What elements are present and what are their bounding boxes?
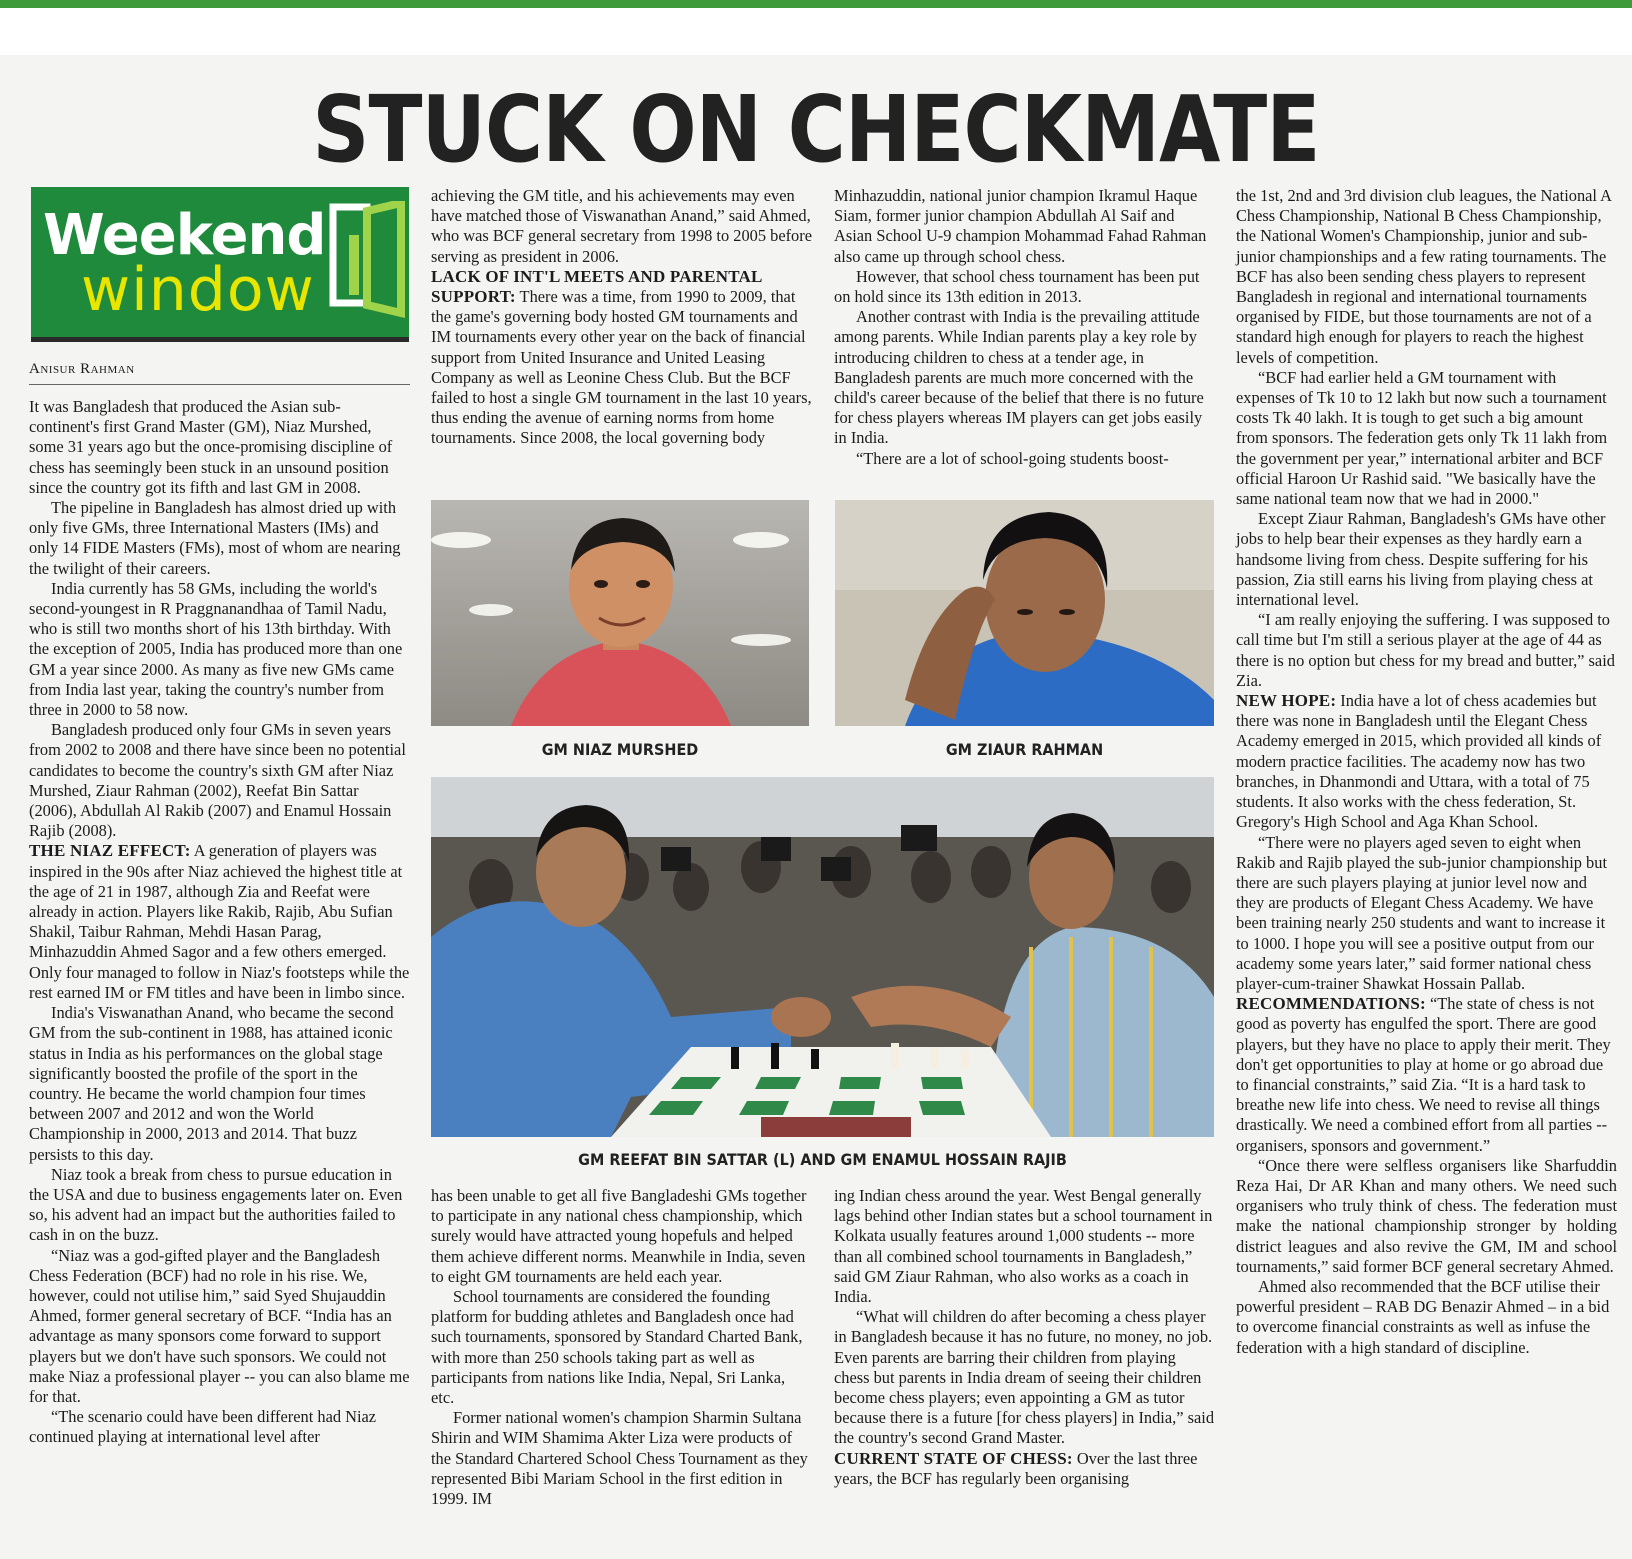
paragraph: “BCF had earlier held a GM tournament with expenses of Tk 10 to 12 lakh but now such a tournament costs Tk 40 lakh. It is tough to get such a big amount from sponsors. The federation gets only Tk 11 lakh from the government per year,” international arbiter and BCF official Haroon Ur Rashid said. "We basically have the same national team now that we had in 2000.": [1236, 367, 1608, 509]
paragraph: Another contrast with India is the prevailing attitude among parents. While Indian parents play a key role by introducing children to chess at a tender age, in Bangladesh parents are much more concerned with the child's career because of the belief that there is no future for chess players whereas IM players can get jobs easily in India.: [834, 307, 1204, 448]
column-4: [1236, 186, 1617, 1358]
subhead: RECOMMENDATIONS:: [1236, 994, 1426, 1014]
subhead: THE NIAZ EFFECT:: [29, 841, 191, 861]
paragraph: CURRENT STATE OF CHESS: Over the last three years, the BCF has regularly been organising: [834, 1448, 1198, 1488]
logo-line2: window: [81, 255, 315, 325]
paragraph: However, that school chess tournament has been put on hold since its 13th edition in 2013.: [834, 266, 1200, 307]
paragraph: the 1st, 2nd and 3rd division club leagues, the National A Chess Championship, National B Chess Championship, the National Women's Championship, junior and sub-junior championships and a few rating tournaments. The BCF has also been sending chess players to represent Bangladesh in regional and international tournaments organised by FIDE, but those tournaments are not of a standard high enough for players to reach the highest levels of competition.: [1236, 186, 1612, 367]
paragraph: Except Ziaur Rahman, Bangladesh's GMs have other jobs to help bear their expenses as they hardly earn a handsome living from chess. Despite suffering for his passion, Zia still earns his living from playing chess at international level.: [1236, 509, 1606, 610]
paragraph: “The scenario could have been different had Niaz continued playing at international level after: [29, 1407, 377, 1447]
caption-photo-3: GM REEFAT BIN SATTAR (L) AND GM ENAMUL HOSSAIN RAJIB: [578, 1150, 1067, 1169]
paragraph: LACK OF INT'L MEETS AND PARENTAL SUPPORT: There was a time, from 1990 to 2009, that the game's governing body hosted GM tournaments and IM tournaments every other year on the back of financial support from United Insurance and United Leasing Company as well as Leonine Chess Club. But the BCF failed to host a single GM tournament in the last 10 years, thus ending the avenue of earning norms from home tournaments. Since 2008, the local governing body: [431, 266, 812, 448]
paragraph: “Once there were selfless organisers like Sharfuddin Reza Hai, Dr AR Khan and many others. We need such organisers who truly think of chess. The federation must make the national championship stronger by holding district leagues and also revive the GM, IM and school tournaments,” said former BCF general secretary Ahmed.: [1236, 1155, 1617, 1276]
caption-photo-2: GM ZIAUR RAHMAN: [945, 740, 1104, 759]
photo-reefat-enamul-handshake: [431, 777, 1214, 1137]
paragraph: Minhazuddin, national junior champion Ikramul Haque Siam, former junior champion Abdullah Al Saif and Asian School U-9 champion Mohammad Fahad Rahman also came up through school chess.: [834, 186, 1207, 266]
paragraph: Bangladesh produced only four GMs in seven years from 2002 to 2008 and there have since been no potential candidates to become the country's sixth GM after Niaz Murshed, Ziaur Rahman (2002), Reefat Bin Sattar (2006), Abdullah Al Rakib (2007) and Enamul Hossain Rajib (2008).: [29, 720, 406, 841]
photo-niaz-murshed: [431, 500, 809, 726]
paragraph: Former national women's champion Sharmin Sultana Shirin and WIM Shamima Akter Liza were products of the Standard Chartered School Chess Tournament as they represented Bibi Mariam School in the first edition in 1999. IM: [431, 1408, 808, 1509]
subhead: LACK OF INT'L MEETS AND PARENTAL SUPPORT:: [431, 266, 762, 307]
logo-line1: Weekend: [43, 203, 326, 268]
weekend-window-logo: [31, 187, 409, 342]
top-accent-bar: [0, 0, 1632, 8]
window-frame-icon: [327, 201, 407, 321]
paragraph: Niaz took a break from chess to pursue education in the USA and due to business engagements later on. Even so, his advent had an impact but the authorities failed to cash in on the buzz.: [29, 1164, 403, 1245]
paragraph: RECOMMENDATIONS: “The state of chess is not good as poverty has engulfed the sport. There are good players, but they have no place to apply their merit. They don't get opportunities to play at home or go abroad due to financial constraints,” said Zia. “It is a hard task to breathe new life into chess. We need to revise all things drastically. We need a combined effort from all parties -- organisers, sponsors and government.”: [1236, 994, 1611, 1155]
paragraph: “Niaz was a god-gifted player and the Bangladesh Chess Federation (BCF) had no role in his rise. We, however, could not utilise him,” said Syed Shujauddin Ahmed, former general secretary of BCF. “India has an advantage as many sponsors come forward to support players but we don't have such sponsors. We could not make Niaz a professional player -- you can also blame me for that.: [29, 1245, 410, 1406]
paragraph: “I am really enjoying the suffering. I was supposed to call time but I'm still a serious player at the age of 44 as there is no option but chess for my bread and butter,” said Zia.: [1236, 610, 1615, 690]
paragraph: “There are a lot of school-going students boost-: [856, 448, 1169, 468]
caption-photo-1: GM NIAZ MURSHED: [541, 740, 699, 759]
subhead: NEW HOPE:: [1236, 691, 1337, 711]
column-2-top: [431, 186, 812, 449]
portrait-image: [835, 500, 1214, 726]
paragraph: The pipeline in Bangladesh has almost dried up with only five GMs, three International Masters (IMs) and only 14 FIDE Masters (FMs), most of whom are nearing the twilight of their careers.: [29, 498, 401, 578]
column-3-top: [834, 186, 1215, 469]
handshake-image: [431, 777, 1214, 1137]
paragraph: School tournaments are considered the founding platform for budding athletes and Bangladesh once had such tournaments, sponsored by Standard Charted Bank, with more than 250 schools taking part as well as participants from nations like India, Nepal, Sri Lanka, etc.: [431, 1287, 803, 1408]
paragraph: “What will children do after becoming a chess player in Bangladesh because it has no future, no money, no job. Even parents are barring their children from playing chess but parents in India dream of seeing their children become chess players; even appointing a GM as tutor because there is a future [for chess players] in India,” said the country's second Grand Master.: [834, 1307, 1215, 1448]
portrait-image: [431, 500, 809, 726]
paragraph: “There were no players aged seven to eight when Rakib and Rajib played the sub-junior championship but there are such players playing at junior level now and they are products of Elegant Chess Academy. We have been training nearly 250 students and want to increase it to 1000. I hope you will see a positive output from our academy some years later,” said former national chess player-cum-trainer Shawkat Hossain Pallab.: [1236, 832, 1608, 993]
headline: STUCK ON CHECKMATE: [312, 76, 1320, 183]
paragraph: ing Indian chess around the year. West Bengal generally lags behind other Indian states but a school tournament in Kolkata usually features around 1,000 students -- more than all combined school tournaments in Bangladesh,” said GM Ziaur Rahman, who also works as a coach in India.: [834, 1186, 1213, 1307]
subhead: CURRENT STATE OF CHESS:: [834, 1448, 1073, 1468]
paragraph: Ahmed also recommended that the BCF utilise their powerful president – RAB DG Benazir Ahmed – in a bid to overcome financial constraints as well as infuse the federation with a high standard of discipline.: [1236, 1276, 1610, 1357]
paragraph: India currently has 58 GMs, including the world's second-youngest in R Praggnanandhaa of Tamil Nadu, who is still two months short of his 13th birthday. With the exception of 2005, India has produced more than one GM a year since 2000. As many as five new GMs came from India last year, taking the country's number from three in 2000 to 58 now.: [29, 578, 403, 720]
paragraph: NEW HOPE: India have a lot of chess academies but there was none in Bangladesh until the Elegant Chess Academy emerged in 2015, which provided all kinds of modern practice facilities. The academy now has two branches, in Dhanmondi and Uttara, with a total of 75 students. It also works with the chess federation, St. Gregory's High School and Aga Khan School.: [1236, 691, 1602, 832]
column-2-bottom: [431, 1186, 812, 1509]
byline: Anisur Rahman: [29, 361, 410, 385]
column-3-bottom: [834, 1186, 1215, 1489]
paragraph: has been unable to get all five Bangladeshi GMs together to participate in any national chess championship, which surely would have attracted young hopefuls and helped them achieve different norms. Meanwhile in India, seven to eight GM tournaments are held each year.: [431, 1186, 807, 1286]
paragraph: India's Viswanathan Anand, who became the second GM from the sub-continent in 1988, has attained iconic status in India as his performances on the global stage significantly boosted the profile of the sport in the country. He became the world champion four times between 2007 and 2012 and won the World Championship in 2000, 2013 and 2014. That buzz persists to this day.: [29, 1003, 394, 1164]
paragraph: achieving the GM title, and his achievements may even have matched those of Viswanathan Anand,” said Ahmed, who was BCF general secretary from 1998 to 2005 before serving as president in 2006.: [431, 186, 812, 266]
photo-ziaur-rahman: [835, 500, 1214, 726]
paragraph: THE NIAZ EFFECT: A generation of players was inspired in the 90s after Niaz achieved the highest title at the age of 21 in 1987, although Zia and Reefat were already in action. Players like Rakib, Rajib, Abu Sufian Shakil, Taibur Rahman, Mehdi Hasan Parag, Minhazuddin Ahmed Sagor and a few others emerged. Only four managed to follow in Niaz's footsteps while the rest earned IM or FM titles and have been in limbo since.: [29, 841, 410, 1002]
paragraph: It was Bangladesh that produced the Asian sub-continent's first Grand Master (GM), Niaz Murshed, some 31 years ago but the once-promising discipline of chess has seemingly been stuck in an unsound position since the country got its fifth and last GM in 2008.: [29, 397, 393, 497]
column-1: [29, 397, 410, 1448]
